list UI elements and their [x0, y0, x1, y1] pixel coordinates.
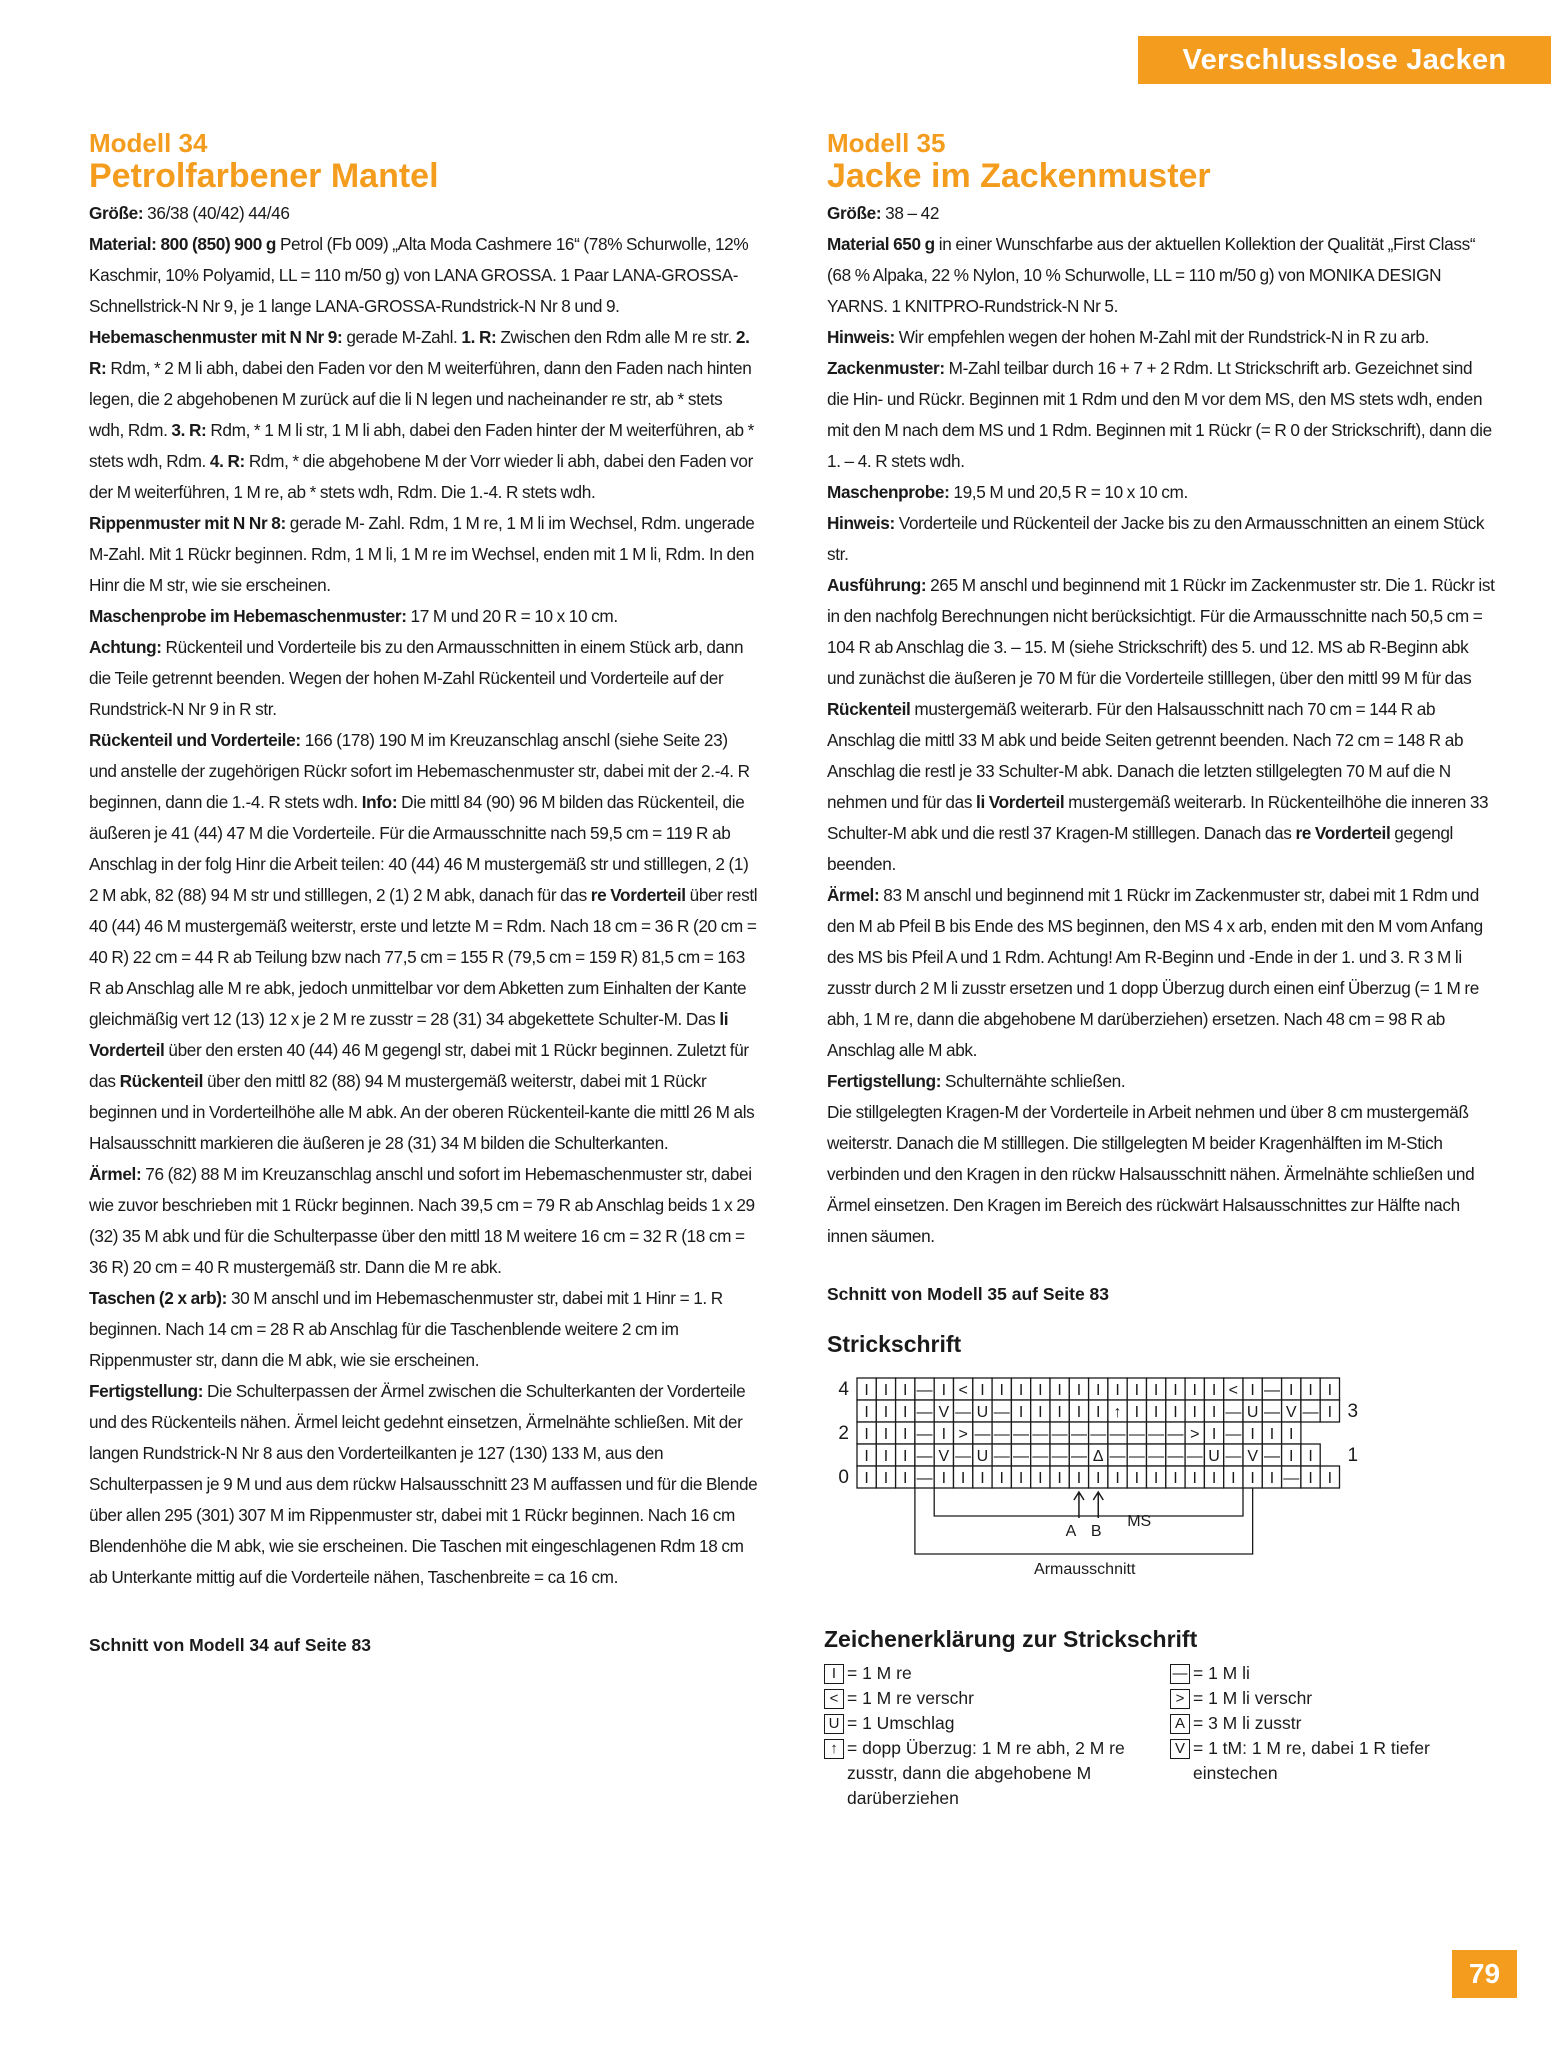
cell-symbol: I	[960, 1470, 966, 1487]
legend-text: = 1 M re verschr	[847, 1688, 974, 1708]
cell-symbol: I	[1231, 1470, 1236, 1487]
row-number: 1	[1347, 1445, 1359, 1466]
cell-symbol: —	[1283, 1470, 1300, 1487]
cell-symbol: —	[974, 1426, 991, 1443]
cell-symbol: I	[941, 1426, 947, 1443]
paragraph: Rippenmuster mit N Nr 8: gerade M- Zahl. Rdm, 1 M re, 1 M li im Wechsel, Rdm. ungerade M-Zahl. Mit 1 Rückr beginnen. Rdm, 1 M li, 1 M re im Wechsel, enden mit 1 M li, Rdm. In den Hinr die M str, wie sie erscheinen.	[89, 513, 755, 595]
legend-symbol: —	[1170, 1664, 1190, 1684]
cell-symbol: I	[1115, 1382, 1120, 1399]
arrow-a	[1074, 1492, 1084, 1518]
cell-symbol: <	[958, 1382, 968, 1399]
cell-symbol: —	[993, 1448, 1010, 1465]
cell-symbol: —	[1032, 1426, 1049, 1443]
paragraph: Ärmel: 83 M anschl und beginnend mit 1 Rückr im Zackenmuster str, dabei mit 1 Rdm und den M ab Pfeil B bis Ende des MS beginnen, den MS 4 x arb, enden mit den M vom Anfang des MS bis Pfeil A und 1 Rdm. Achtung! Am R-Beginn und -Ende in der 1. und 3. R 3 M li zusstr durch 2 M li zusstr ersetzen und 1 dopp Überzug durch einen einf Überzug (= 1 M re abh, 1 M re, dann die abgehobene M darüberziehen) ersetzen. Nach 48 cm = 98 R ab Anschlag alle M abk.	[827, 885, 1483, 1060]
section-tab: Verschlusslose Jacken	[1138, 36, 1551, 84]
legend-item	[824, 1736, 1154, 1811]
cell-symbol: —	[1263, 1382, 1280, 1399]
pattern-reference: Schnitt von Modell 35 auf Seite 83	[827, 1284, 1110, 1304]
cell-symbol: >	[1190, 1426, 1200, 1443]
cell-symbol: I	[903, 1448, 908, 1465]
chart-legend	[827, 1661, 1495, 1841]
cell-symbol: I	[1269, 1426, 1275, 1443]
legend-symbol: U	[824, 1714, 844, 1734]
page-number: 79	[1452, 1950, 1517, 1998]
cell-symbol: I	[1076, 1470, 1082, 1487]
cell-symbol: I	[1096, 1404, 1101, 1421]
cell-symbol: —	[1302, 1404, 1319, 1421]
cell-symbol: I	[903, 1404, 908, 1421]
cell-symbol: I	[980, 1382, 985, 1399]
knitting-chart	[821, 1372, 1501, 1604]
cell-symbol: I	[1153, 1382, 1159, 1399]
legend-symbol: >	[1170, 1689, 1190, 1709]
legend-text: = 3 M li zusstr	[1193, 1713, 1302, 1733]
cell-symbol: —	[1032, 1448, 1049, 1465]
cell-symbol: I	[864, 1426, 869, 1443]
cell-symbol: I	[883, 1448, 889, 1465]
row-number: 2	[838, 1423, 849, 1444]
cell-symbol: Δ	[1092, 1448, 1104, 1465]
cell-symbol: I	[864, 1404, 869, 1421]
cell-symbol: I	[1211, 1382, 1217, 1399]
legend-text: = 1 M li verschr	[1193, 1688, 1313, 1708]
paragraph: Hinweis: Wir empfehlen wegen der hohen M-Zahl mit der Rundstrick-N in R zu arb.	[827, 327, 1430, 347]
cell-symbol: —	[1128, 1426, 1145, 1443]
cell-symbol: I	[1250, 1470, 1255, 1487]
legend-item	[824, 1711, 1154, 1736]
cell-symbol: I	[1018, 1404, 1024, 1421]
cell-symbol: —	[993, 1426, 1010, 1443]
cell-symbol: I	[1115, 1470, 1120, 1487]
paragraph: Ärmel: 76 (82) 88 M im Kreuzanschlag anschl und sofort im Hebemaschenmuster str, dabei wie zuvor beschrieben mit 1 Rückr beginnen. Nach 39,5 cm = 79 R ab Anschlag beids 1 x 29 (32) 35 M abk und für die Schulterpasse über den mittl 18 M weitere 16 cm = 32 R (18 cm = 36 R) 20 cm = 40 R mustergemäß str. Dann die M re abk.	[89, 1164, 755, 1277]
cell-symbol: I	[903, 1426, 908, 1443]
cell-symbol: I	[999, 1382, 1004, 1399]
cell-symbol: —	[1225, 1404, 1242, 1421]
legend-item	[1170, 1686, 1500, 1711]
cell-symbol: I	[883, 1404, 889, 1421]
paragraph: Rückenteil und Vorderteile: 166 (178) 190 M im Kreuzanschlag anschl (siehe Seite 23) und anstelle der zugehörigen Rückr sofort im Hebemaschenmuster str, dabei mit der 2.-4. R beginnen, dann die 1.-4. R stets wdh. Info: Die mittl 84 (90) 96 M bilden das Rückenteil, die äußeren je 41 (44) 47 M die Vorderteile. Für die Armausschnitte nach 59,5 cm = 119 R ab Anschlag in der folg Hinr die Arbeit teilen: 40 (44) 46 M mustergemäß str und stilllegen, 2 (1) 2 M abk, 82 (88) 94 M str und stilllegen, 2 (1) 2 M abk, danach für das re Vorderteil über restl 40 (44) 46 M mustergemäß weiterstr, erste und letzte M = Rdm. Nach 18 cm = 36 R (20 cm = 40 R) 22 cm = 44 R ab Teilung bzw nach 77,5 cm = 155 R (79,5 cm = 159 R) 81,5 cm = 163 R ab Anschlag alle M re abk, jedoch unmittelbar vor dem Abketten zum Einhalten der Kante gleichmäßig vert 12 (13) 12 x je 2 M re zusstr = 28 (31) 34 abgekettete Schulter-M. Das li Vorderteil über den ersten 40 (44) 46 M gegengl str, dabei mit 1 Rückr beginnen. Zuletzt für das Rückenteil über den mittl 82 (88) 94 M mustergemäß weiterstr, dabei mit 1 Rückr beginnen und in Vorderteilhöhe alle M abk. An der oberen Rückenteil-kante die mittl 26 M als Halsausschnitt markieren die äußeren je 28 (31) 34 M bilden die Schulterkanten.	[89, 730, 758, 1153]
cell-symbol: —	[1167, 1426, 1184, 1443]
cell-symbol: —	[916, 1448, 933, 1465]
cell-symbol: I	[1289, 1426, 1294, 1443]
cell-symbol: —	[916, 1470, 933, 1487]
cell-symbol: U	[976, 1448, 989, 1465]
legend-item	[824, 1661, 1154, 1686]
cell-symbol: I	[1096, 1382, 1101, 1399]
cell-symbol: V	[1247, 1448, 1258, 1465]
cell-symbol: V	[938, 1404, 950, 1421]
arrow-b-label: B	[1090, 1523, 1102, 1540]
cell-symbol: I	[1153, 1404, 1159, 1421]
row-number: 4	[838, 1379, 849, 1400]
cell-symbol: I	[1057, 1470, 1062, 1487]
cell-symbol: I	[1057, 1404, 1062, 1421]
cell-symbol: I	[1096, 1470, 1101, 1487]
legend-text: = dopp Überzug: 1 M re abh, 2 M re zusstr, dann die abgehobene M darüberziehen	[847, 1738, 1125, 1808]
cell-symbol: —	[1263, 1404, 1280, 1421]
model-title: Petrolfarbener Mantel	[89, 157, 439, 195]
pattern-reference: Schnitt von Modell 34 auf Seite 83	[89, 1635, 372, 1655]
paragraph: Größe: 36/38 (40/42) 44/46	[89, 203, 290, 223]
cell-symbol: —	[1148, 1426, 1165, 1443]
cell-symbol: —	[1263, 1448, 1280, 1465]
paragraph: Fertigstellung: Schulternähte schließen.	[827, 1071, 1126, 1091]
paragraph: Fertigstellung: Die Schulterpassen der Ärmel zwischen die Schulterkanten der Vorderteile und des Rückenteils nähen. Ärmel leicht gedehnt einsetzen, Ärmelnähte schließen. Mit der langen Rundstrick-N Nr 8 aus den Vorderteilkanten je 127 (130) 133 M, aus den Schulterpassen je 9 M und aus dem rückw Halsausschnitt 23 M auffassen und für die Blende über allen 295 (301) 307 M im Rippenmuster str, dabei mit 1 Rückr beginnen. Nach 16 cm Blendenhöhe die M abk, wie sie erscheinen. Die Taschen mit eingeschlagenen Rdm 18 cm ab Unterkante mittig auf die Vorderteile nähen, Taschenbreite = ca 16 cm.	[89, 1381, 758, 1587]
cell-symbol: I	[1250, 1382, 1255, 1399]
cell-symbol: I	[1308, 1448, 1313, 1465]
cell-symbol: I	[1192, 1470, 1197, 1487]
cell-symbol: —	[1225, 1448, 1242, 1465]
paragraph: Die stillgelegten Kragen-M der Vorderteile in Arbeit nehmen und über 8 cm mustergemäß weiterstr. Danach die M stilllegen. Die stillgelegten M beider Kragenhälften im M-Stich verbinden und den Kragen in den rückw Halsausschnitt nähen. Ärmelnähte schließen und Ärmel einsetzen. Den Kragen im Bereich des rückwärt Halsausschnittes zur Hälfte nach innen säumen.	[827, 1102, 1475, 1246]
cell-symbol: I	[883, 1470, 889, 1487]
instructions-text	[89, 198, 759, 1593]
cell-symbol: I	[1211, 1404, 1217, 1421]
cell-symbol: I	[883, 1426, 889, 1443]
cell-symbol: I	[1289, 1448, 1294, 1465]
cell-symbol: —	[1070, 1448, 1087, 1465]
cell-symbol: —	[1090, 1426, 1107, 1443]
cell-symbol: I	[1173, 1404, 1178, 1421]
armhole-label: Armausschnitt	[1034, 1561, 1136, 1578]
cell-symbol: —	[993, 1404, 1010, 1421]
legend-heading: Zeichenerklärung zur Strickschrift	[824, 1626, 1198, 1652]
cell-symbol: —	[1051, 1426, 1068, 1443]
cell-symbol: —	[1109, 1448, 1126, 1465]
paragraph: Größe: 38 – 42	[827, 203, 940, 223]
cell-symbol: —	[1070, 1426, 1087, 1443]
legend-column-left	[824, 1661, 1154, 1811]
cell-symbol: —	[1148, 1448, 1165, 1465]
cell-symbol: I	[1211, 1426, 1217, 1443]
legend-item	[1170, 1711, 1500, 1736]
cell-symbol: I	[1308, 1382, 1313, 1399]
cell-symbol: <	[1228, 1382, 1239, 1399]
cell-symbol: —	[1225, 1426, 1242, 1443]
cell-symbol: —	[916, 1404, 933, 1421]
cell-symbol: >	[958, 1426, 968, 1443]
paragraph: Material 650 g in einer Wunschfarbe aus der aktuellen Kollektion der Qualität „First Class“ (68 % Alpaka, 22 % Nylon, 10 % Schurwolle, LL = 110 m/50 g) von MONIKA DESIGN YARNS. 1 KNITPRO-Rundstrick-N Nr 5.	[827, 234, 1476, 316]
paragraph: Hebemaschenmuster mit N Nr 9: gerade M-Zahl. 1. R: Zwischen den Rdm alle M re str. 2. R: Rdm, * 2 M li abh, dabei den Faden vor den M weiterführen, dann den Faden nach hinten legen, die 2 abgehobenen M zurück auf die li N legen und nacheinander re str, ab * stets wdh, Rdm. 3. R: Rdm, * 1 M li str, 1 M li abh, dabei den Faden hinter der M weiterführen, ab * stets wdh, Rdm. 4. R: Rdm, * die abgehobene M der Vorr wieder li abh, dabei den Faden vor der M weiterführen, 1 M re, ab * stets wdh, Rdm. Die 1.-4. R stets wdh.	[89, 327, 754, 502]
cell-symbol: —	[1186, 1448, 1203, 1465]
cell-symbol: —	[1109, 1426, 1126, 1443]
paragraph: Taschen (2 x arb): 30 M anschl und im Hebemaschenmuster str, dabei mit 1 Hinr = 1. R beginnen. Nach 14 cm = 28 R ab Anschlag für die Taschenblende weitere 2 cm im Rippenmuster str, dann die M abk, wie sie erscheinen.	[89, 1288, 723, 1370]
cell-symbol: I	[864, 1448, 869, 1465]
left-column	[89, 128, 759, 1656]
cell-symbol: I	[1308, 1470, 1313, 1487]
repeat-label: MS	[1127, 1513, 1152, 1530]
cell-symbol: —	[1051, 1448, 1068, 1465]
cell-symbol: V	[938, 1448, 950, 1465]
cell-symbol: I	[1327, 1470, 1333, 1487]
cell-symbol: I	[1038, 1470, 1043, 1487]
chart-heading: Strickschrift	[827, 1331, 962, 1357]
legend-text: = 1 tM: 1 M re, dabei 1 R tiefer einstechen	[1193, 1738, 1430, 1783]
cell-symbol: —	[955, 1448, 972, 1465]
cell-symbol: U	[1246, 1404, 1259, 1421]
paragraph: Material: 800 (850) 900 g Petrol (Fb 009) „Alta Moda Cashmere 16“ (78% Schurwolle, 12% Kaschmir, 10% Polyamid, LL = 110 m/50 g) von LANA GROSSA. 1 Paar LANA-GROSSA-Schnellstrick-N Nr 9, je 1 lange LANA-GROSSA-Rundstrick-N Nr 8 und 9.	[89, 234, 749, 316]
paragraph: Zackenmuster: M-Zahl teilbar durch 16 + 7 + 2 Rdm. Lt Strickschrift arb. Gezeichnet sind die Hin- und Rückr. Beginnen mit 1 Rdm und den M vor dem MS, den MS stets wdh, enden mit den M nach dem MS und 1 Rdm. Beginnen mit 1 Rückr (= R 0 der Strickschrift), dann die 1. – 4. R stets wdh.	[827, 358, 1492, 471]
legend-text: = 1 Umschlag	[847, 1713, 955, 1733]
paragraph: Maschenprobe im Hebemaschenmuster: 17 M und 20 R = 10 x 10 cm.	[89, 606, 618, 626]
cell-symbol: I	[1018, 1470, 1024, 1487]
legend-item	[1170, 1661, 1500, 1686]
cell-symbol: I	[864, 1382, 869, 1399]
model-number: Modell 34	[89, 128, 208, 158]
cell-symbol: I	[1153, 1470, 1159, 1487]
cell-symbol: I	[1134, 1404, 1140, 1421]
cell-symbol: V	[1285, 1404, 1297, 1421]
cell-symbol: I	[1134, 1382, 1140, 1399]
right-column	[824, 128, 1495, 1841]
cell-symbol: I	[1173, 1382, 1178, 1399]
cell-symbol: I	[1327, 1404, 1333, 1421]
cell-symbol: ↑	[1113, 1404, 1122, 1421]
armhole-bracket	[915, 1488, 1253, 1554]
cell-symbol: I	[1327, 1382, 1333, 1399]
cell-symbol: I	[1057, 1382, 1062, 1399]
cell-symbol: —	[916, 1382, 933, 1399]
instructions-text	[827, 198, 1495, 1252]
legend-item	[824, 1686, 1154, 1711]
cell-symbol: I	[903, 1382, 908, 1399]
legend-symbol: V	[1170, 1739, 1190, 1759]
paragraph: Ausführung: 265 M anschl und beginnend mit 1 Rückr im Zackenmuster str. Die 1. Rückr ist in den nachfolg Berechnungen nicht berücksichtigt. Für die Armausschnitte nach 50,5 cm = 104 R ab Anschlag die 3. – 15. M (siehe Strickschrift) des 5. und 12. MS ab R-Beginn abk und zunächst die äußeren je 70 M für die Vorderteile stilllegen, über den mittl 99 M für das Rückenteil mustergemäß weiterarb. Für den Halsausschnitt nach 70 cm = 144 R ab Anschlag die mittl 33 M abk und beide Seiten getrennt beenden. Nach 72 cm = 148 R ab Anschlag die restl je 33 Schulter-M abk. Danach die letzten stillgelegten 70 M auf die N nehmen und für das li Vorderteil mustergemäß weiterarb. In Rückenteilhöhe die inneren 33 Schulter-M abk und die restl 37 Kragen-M stilllegen. Danach das re Vorderteil gegengl beenden.	[827, 575, 1495, 874]
cell-symbol: I	[1076, 1404, 1082, 1421]
cell-symbol: —	[1167, 1448, 1184, 1465]
cell-symbol: U	[976, 1404, 989, 1421]
legend-item	[1170, 1736, 1500, 1786]
legend-symbol: ↑	[824, 1739, 844, 1759]
cell-symbol: U	[1208, 1448, 1220, 1465]
cell-symbol: I	[1192, 1404, 1197, 1421]
cell-symbol: I	[1018, 1382, 1024, 1399]
cell-symbol: I	[941, 1470, 947, 1487]
cell-symbol: I	[1038, 1382, 1043, 1399]
repeat-bracket	[934, 1488, 1243, 1516]
cell-symbol: I	[1250, 1426, 1255, 1443]
cell-symbol: I	[999, 1470, 1004, 1487]
legend-symbol: A	[1170, 1714, 1190, 1734]
model-number: Modell 35	[827, 128, 946, 158]
cell-symbol: I	[1076, 1382, 1082, 1399]
row-number: 0	[838, 1467, 849, 1488]
cell-symbol: I	[941, 1382, 947, 1399]
cell-symbol: I	[980, 1470, 985, 1487]
cell-symbol: I	[883, 1382, 889, 1399]
paragraph: Achtung: Rückenteil und Vorderteile bis zu den Armausschnitten in einem Stück arb, dann die Teile getrennt beenden. Wegen der hohen M-Zahl Rückenteil und Vorderteile auf der Rundstrick-N Nr 9 in R str.	[89, 637, 744, 719]
legend-symbol: I	[824, 1664, 844, 1684]
cell-symbol: I	[1173, 1470, 1178, 1487]
cell-symbol: —	[916, 1426, 933, 1443]
cell-symbol: —	[1013, 1426, 1030, 1443]
arrow-a-label: A	[1065, 1523, 1077, 1540]
legend-symbol: <	[824, 1689, 844, 1709]
cell-symbol: I	[1211, 1470, 1217, 1487]
row-number: 3	[1347, 1401, 1359, 1422]
model-title: Jacke im Zackenmuster	[827, 157, 1211, 195]
cell-symbol: —	[1128, 1448, 1145, 1465]
cell-symbol: —	[955, 1404, 972, 1421]
legend-text: = 1 M re	[847, 1663, 912, 1683]
cell-symbol: —	[1013, 1448, 1030, 1465]
cell-symbol: I	[864, 1470, 869, 1487]
paragraph: Maschenprobe: 19,5 M und 20,5 R = 10 x 10 cm.	[827, 482, 1188, 502]
paragraph: Hinweis: Vorderteile und Rückenteil der Jacke bis zu den Armausschnitten an einem Stück str.	[827, 513, 1485, 564]
cell-symbol: I	[1038, 1404, 1043, 1421]
cell-symbol: I	[1289, 1382, 1294, 1399]
legend-column-right	[1170, 1661, 1500, 1786]
cell-symbol: I	[1134, 1470, 1140, 1487]
arrow-b	[1093, 1492, 1103, 1518]
cell-symbol: I	[903, 1470, 908, 1487]
legend-text: = 1 M li	[1193, 1663, 1250, 1683]
cell-symbol: I	[1269, 1470, 1275, 1487]
cell-symbol: I	[1192, 1382, 1197, 1399]
